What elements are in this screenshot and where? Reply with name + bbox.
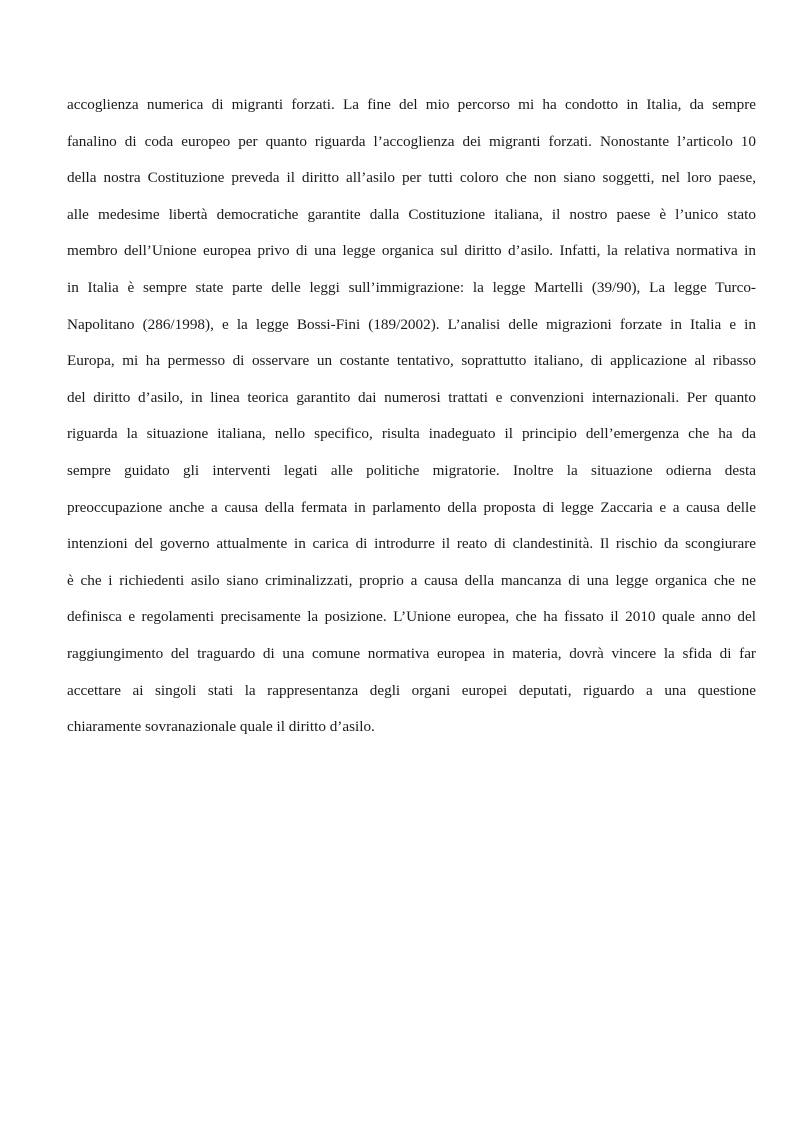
text-line: raggiungimento del traguardo di una comune normativa europea in materia, dovrà vincere la sfida di far [67,644,756,662]
text-line: alle medesime libertà democratiche garantite dalla Costituzione italiana, il nostro paese è l’unico stato [67,205,756,223]
text-line: preoccupazione anche a causa della fermata in parlamento della proposta di legge Zaccaria e a causa delle [67,498,756,516]
document-page [67,92,756,751]
text-line: accettare ai singoli stati la rappresentanza degli organi europei deputati, riguardo a una questione [67,681,756,699]
text-line: intenzioni del governo attualmente in carica di introdurre il reato di clandestinità. Il rischio da scongiurare [67,535,756,553]
text-line: è che i richiedenti asilo siano criminalizzati, proprio a causa della mancanza di una legge organica che ne [67,571,756,589]
text-line-last: chiaramente sovranazionale quale il diritto d’asilo. [67,718,375,736]
text-line: Europa, mi ha permesso di osservare un costante tentativo, soprattutto italiano, di applicazione al ribasso [67,352,756,370]
body-paragraph [67,92,756,751]
text-line: in Italia è sempre state parte delle leggi sull’immigrazione: la legge Martelli (39/90), La legge Turco- [67,278,756,296]
text-line: riguarda la situazione italiana, nello specifico, risulta inadeguato il principio dell’emergenza che ha da [67,425,756,443]
text-line: definisca e regolamenti precisamente la posizione. L’Unione europea, che ha fissato il 2010 quale anno del [67,608,756,626]
text-line: fanalino di coda europeo per quanto riguarda l’accoglienza dei migranti forzati. Nonostante l’articolo 10 [67,132,756,150]
text-line: sempre guidato gli interventi legati alle politiche migratorie. Inoltre la situazione odierna desta [67,461,756,479]
text-line: membro dell’Unione europea privo di una legge organica sul diritto d’asilo. Infatti, la relativa normativa in [67,242,756,260]
text-line: della nostra Costituzione preveda il diritto all’asilo per tutti coloro che non siano soggetti, nel loro paese, [67,169,756,187]
text-line: del diritto d’asilo, in linea teorica garantito dai numerosi trattati e convenzioni internazionali. Per quanto [67,388,756,406]
text-line: Napolitano (286/1998), e la legge Bossi-Fini (189/2002). L’analisi delle migrazioni forzate in Italia e in [67,315,756,333]
text-line: accoglienza numerica di migranti forzati. La fine del mio percorso mi ha condotto in Italia, da sempre [67,96,756,113]
